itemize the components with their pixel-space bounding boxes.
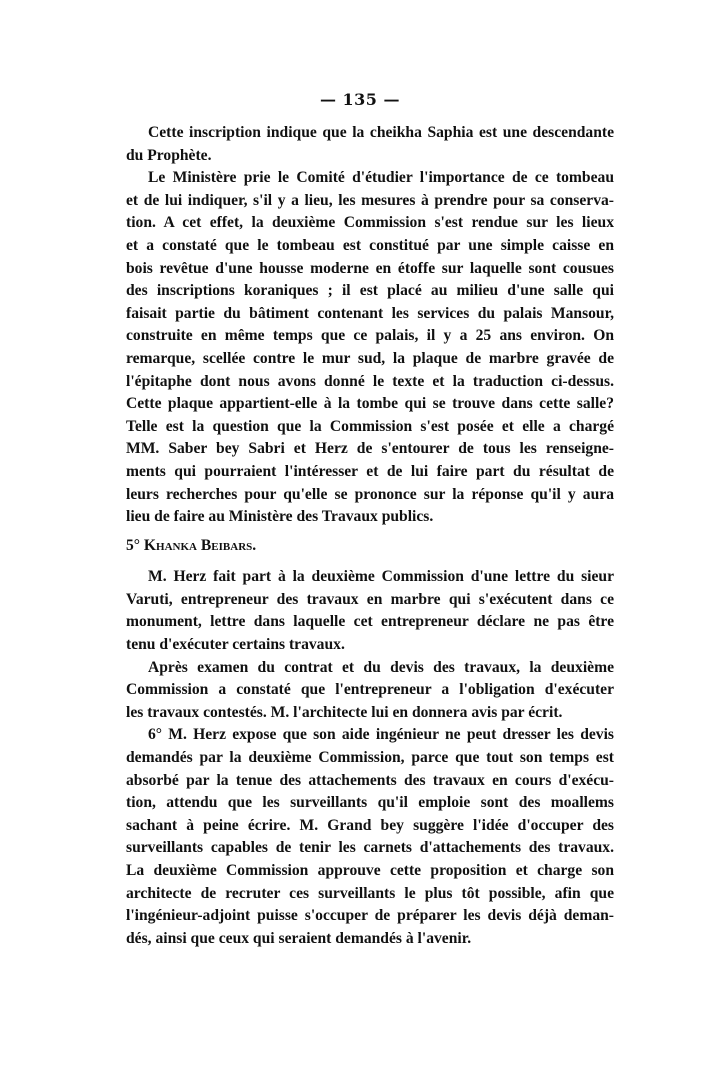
paragraph bbox=[126, 724, 614, 950]
text-line: construite en même temps que ce palais, il y a 25 ans environ. On bbox=[126, 327, 614, 345]
text-line: des inscriptions koraniques ; il est placé au milieu d'une salle qui bbox=[126, 282, 614, 300]
paragraph bbox=[126, 566, 614, 656]
text-line: tion. A cet effet, la deuxième Commission s'est rendue sur les lieux bbox=[126, 214, 614, 232]
text-line: leurs recherches pour qu'elle se prononce sur la réponse qu'il y aura bbox=[126, 485, 614, 503]
text-line: les travaux contestés. M. l'architecte lui en donnera avis par écrit. bbox=[126, 703, 563, 721]
text-line: bois revêtue d'une housse moderne en étoffe sur laquelle sont cousues bbox=[126, 259, 614, 277]
text-line: Cette inscription indique que la cheikha Saphia est une descendante bbox=[148, 124, 614, 141]
text-line: lieu de faire au Ministère des Travaux publics. bbox=[126, 508, 434, 526]
text-line: dés, ainsi que ceux qui seraient demandés à l'avenir. bbox=[126, 929, 472, 947]
text-line: tion, attendu que les surveillants qu'il emploie sont des moallems bbox=[126, 794, 614, 812]
document-body bbox=[126, 122, 614, 950]
paragraph bbox=[126, 122, 614, 167]
heading-text: 5° Khanka Beibars. bbox=[126, 536, 257, 554]
text-line: faisait partie du bâtiment contenant les services du palais Mansour, bbox=[126, 304, 614, 322]
text-line: et de lui indiquer, s'il y a lieu, les mesures à prendre pour sa conserva- bbox=[126, 191, 614, 209]
text-line: M. Herz fait part à la deuxième Commission d'une lettre du sieur bbox=[148, 568, 614, 586]
text-line: Après examen du contrat et du devis des travaux, la deuxième bbox=[148, 658, 614, 676]
text-line: monument, lettre dans laquelle cet entrepreneur déclare ne pas être bbox=[126, 613, 614, 631]
text-line: et a constaté que le tombeau est constitué par une simple caisse en bbox=[126, 236, 614, 254]
page-number: — 135 — bbox=[319, 90, 401, 109]
text-line: Commission a constaté que l'entrepreneur a l'obligation d'exécuter bbox=[126, 681, 614, 699]
paragraph bbox=[126, 167, 614, 529]
text-line: sachant à peine écrire. M. Grand bey suggère l'idée d'occuper des bbox=[126, 816, 614, 834]
text-line: Telle est la question que la Commission s'est posée et elle a chargé bbox=[126, 417, 614, 435]
text-line: remarque, scellée contre le mur sud, la plaque de marbre gravée de bbox=[126, 349, 614, 367]
text-line: ments qui pourraient l'intéresser et de lui faire part du résultat de bbox=[126, 462, 614, 480]
text-line: architecte de recruter ces surveillants le plus tôt possible, afin que bbox=[126, 884, 614, 902]
text-line: Cette plaque appartient-elle à la tombe qui se trouve dans cette salle? bbox=[126, 395, 614, 413]
text-line: surveillants capables de tenir les carnets d'attachements des travaux. bbox=[126, 839, 614, 857]
text-line: l'épitaphe dont nous avons donné le texte et la traduction ci-dessus. bbox=[126, 372, 614, 390]
text-line: demandés par la deuxième Commission, parce que tout son temps est bbox=[126, 749, 614, 767]
text-line: Varuti, entrepreneur des travaux en marbre qui s'exécutent dans ce bbox=[126, 590, 614, 608]
text-line: 6° M. Herz expose que son aide ingénieur ne peut dresser les devis bbox=[148, 726, 614, 744]
text-line: tenu d'exécuter certains travaux. bbox=[126, 636, 345, 654]
text-line: du Prophète. bbox=[126, 146, 212, 164]
text-line: Le Ministère prie le Comité d'étudier l'importance de ce tombeau bbox=[148, 169, 614, 187]
text-line: MM. Saber bey Sabri et Herz de s'entourer de tous les renseigne- bbox=[126, 440, 614, 458]
text-line: La deuxième Commission approuve cette proposition et charge son bbox=[126, 862, 614, 879]
text-line: absorbé par la tenue des attachements des travaux en cours d'exécu- bbox=[126, 771, 614, 789]
paragraph bbox=[126, 657, 614, 725]
text-line: l'ingénieur-adjoint puisse s'occuper de préparer les devis déjà deman- bbox=[126, 907, 614, 925]
section-heading bbox=[126, 535, 614, 558]
